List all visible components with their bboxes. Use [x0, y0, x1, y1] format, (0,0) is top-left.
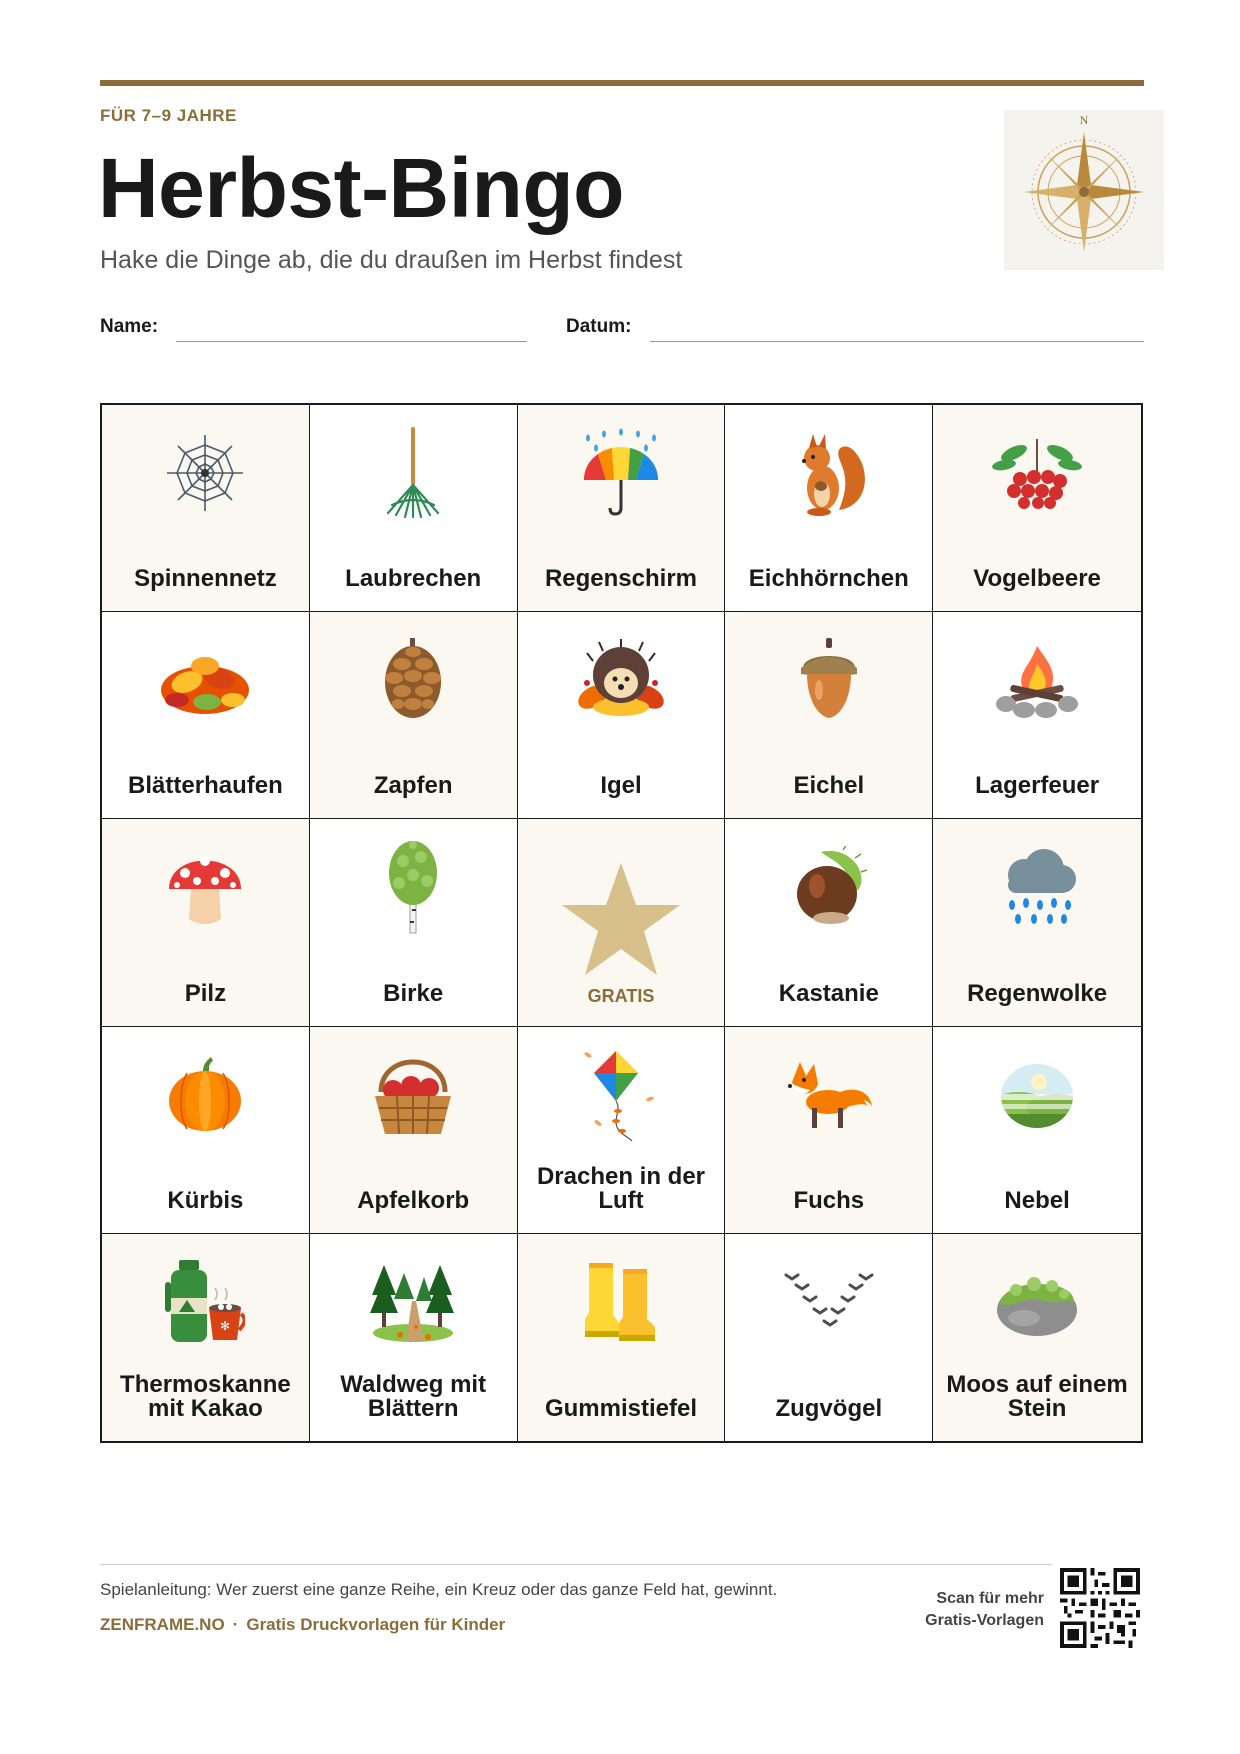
- bingo-cell-label: Thermoskanne mit Kakao: [120, 1370, 291, 1422]
- bingo-cell-label: Drachen in der Luft: [536, 1162, 706, 1214]
- page-subtitle: Hake die Dinge ab, die du draußen im Herbst findest: [100, 246, 683, 274]
- migratory-birds-icon: [784, 1269, 874, 1335]
- compass-north-letter: N: [1079, 113, 1089, 127]
- bingo-cell-label: Lagerfeuer: [975, 772, 1100, 800]
- bingo-cell-label: Gummistiefel: [544, 1394, 698, 1422]
- rain-cloud-icon: [994, 847, 1080, 927]
- bingo-cell-spinnennetz[interactable]: [102, 405, 310, 612]
- bingo-cell-pilz[interactable]: [102, 819, 310, 1026]
- leaf-pile-icon: [157, 642, 253, 718]
- campfire-icon: [994, 640, 1080, 720]
- bingo-cell-eichhoernchen[interactable]: [725, 405, 933, 612]
- bingo-cell-blaetterhaufen[interactable]: [102, 612, 310, 819]
- bingo-cell-lagerfeuer[interactable]: [933, 612, 1141, 819]
- bingo-cell-label: Nebel: [1004, 1186, 1070, 1214]
- bingo-cell-regenwolke[interactable]: [933, 819, 1141, 1026]
- bingo-cell-vogelbeere[interactable]: [933, 405, 1141, 612]
- bingo-cell-nebel[interactable]: [933, 1027, 1141, 1234]
- mossy-stone-icon: [994, 1266, 1080, 1338]
- star-icon: [556, 855, 686, 985]
- leaf-rake-icon: [378, 425, 448, 521]
- bingo-cell-kastanie[interactable]: [725, 819, 933, 1026]
- scan-prompt: [880, 1588, 1044, 1632]
- hedgehog-icon: [573, 639, 669, 721]
- bingo-cell-label: Kürbis: [167, 1186, 244, 1214]
- rowan-berries-icon: [992, 435, 1082, 511]
- bingo-cell-label: Eichhörnchen: [748, 565, 909, 593]
- date-label: Datum:: [566, 316, 632, 337]
- bingo-cell-eichel[interactable]: [725, 612, 933, 819]
- bingo-cell-label: Kastanie: [778, 979, 879, 1007]
- compass-rose-icon: [1004, 110, 1164, 270]
- bingo-cell-label: Fuchs: [793, 1186, 865, 1214]
- bingo-cell-label: Spinnennetz: [134, 565, 277, 593]
- date-field[interactable]: [650, 341, 1144, 342]
- svg-text:✻: ✻: [220, 1318, 231, 1333]
- bingo-cell-igel[interactable]: [518, 612, 726, 819]
- bingo-cell-gummistiefel[interactable]: [518, 1234, 726, 1441]
- brand-separator: ·: [232, 1615, 239, 1634]
- acorn-icon: [797, 638, 861, 722]
- bingo-cell-label: Regenschirm: [544, 565, 698, 593]
- bingo-cell-label: Birke: [383, 979, 444, 1007]
- brand-tagline: Gratis Druckvorlagen für Kinder: [246, 1615, 506, 1634]
- page-title: Herbst-Bingo: [98, 141, 624, 235]
- bingo-cell-regenschirm[interactable]: [518, 405, 726, 612]
- fox-icon: [784, 1058, 874, 1132]
- pine-cone-icon: [380, 638, 446, 722]
- top-rule: [100, 80, 1144, 86]
- brand-name-link[interactable]: ZENFRAME.NO: [100, 1615, 225, 1634]
- footer-brand: [100, 1615, 505, 1635]
- bingo-cell-drachen[interactable]: [518, 1027, 726, 1234]
- bingo-cell-kuerbis[interactable]: [102, 1027, 310, 1234]
- scan-line-2: Gratis-Vorlagen: [925, 1612, 1044, 1629]
- footer-rule: [100, 1564, 1052, 1565]
- forest-path-icon: [370, 1261, 456, 1343]
- bingo-cell-label: Laubrechen: [345, 565, 482, 593]
- bingo-cell-moos[interactable]: [933, 1234, 1141, 1441]
- scan-line-1: Scan für mehr: [936, 1590, 1044, 1607]
- bingo-cell-fuchs[interactable]: [725, 1027, 933, 1234]
- bingo-cell-thermoskanne[interactable]: [102, 1234, 310, 1441]
- bingo-cell-label: Zugvögel: [775, 1394, 883, 1422]
- bingo-cell-apfelkorb[interactable]: [310, 1027, 518, 1234]
- bingo-cell-birke[interactable]: [310, 819, 518, 1026]
- bingo-cell-label: Moos auf einem Stein: [946, 1370, 1128, 1422]
- bingo-cell-zapfen[interactable]: [310, 612, 518, 819]
- bingo-grid: [100, 403, 1143, 1443]
- chestnut-icon: [791, 846, 867, 928]
- name-field[interactable]: [176, 341, 527, 342]
- umbrella-icon: [576, 428, 666, 518]
- thermos-cocoa-icon: [165, 1260, 245, 1344]
- bingo-cell-label: Blätterhaufen: [128, 772, 283, 800]
- mushroom-icon: [167, 845, 243, 929]
- kite-icon: [578, 1047, 664, 1143]
- spider-web-icon: [162, 430, 248, 516]
- bingo-cell-gratis[interactable]: [518, 819, 726, 1026]
- bingo-cell-zugvoegel[interactable]: [725, 1234, 933, 1441]
- qr-code-icon[interactable]: [1060, 1568, 1140, 1648]
- bingo-cell-label: Igel: [600, 772, 642, 800]
- age-label: FÜR 7–9 JAHRE: [100, 106, 237, 125]
- bingo-cell-waldweg[interactable]: [310, 1234, 518, 1441]
- bingo-cell-label: Eichel: [793, 772, 865, 800]
- pumpkin-icon: [165, 1057, 245, 1133]
- bingo-cell-label: Waldweg mit Blättern: [340, 1370, 487, 1422]
- bingo-cell-label: Apfelkorb: [357, 1186, 470, 1214]
- name-label: Name:: [100, 316, 159, 337]
- bingo-cell-label: Pilz: [184, 979, 227, 1007]
- squirrel-icon: [789, 430, 869, 516]
- bingo-cell-label: Vogelbeere: [973, 565, 1101, 593]
- birch-tree-icon: [383, 839, 443, 935]
- foggy-landscape-icon: [999, 1060, 1075, 1130]
- bingo-cell-label: Regenwolke: [967, 979, 1108, 1007]
- bingo-cell-free-label: GRATIS: [587, 985, 655, 1006]
- apple-basket-icon: [371, 1052, 455, 1138]
- rubber-boots-icon: [581, 1261, 661, 1343]
- game-instructions: Spielanleitung: Wer zuerst eine ganze Reihe, ein Kreuz oder das ganze Feld hat, gewinnt.: [100, 1580, 778, 1599]
- bingo-cell-laubrechen[interactable]: [310, 405, 518, 612]
- bingo-cell-label: Zapfen: [373, 772, 453, 800]
